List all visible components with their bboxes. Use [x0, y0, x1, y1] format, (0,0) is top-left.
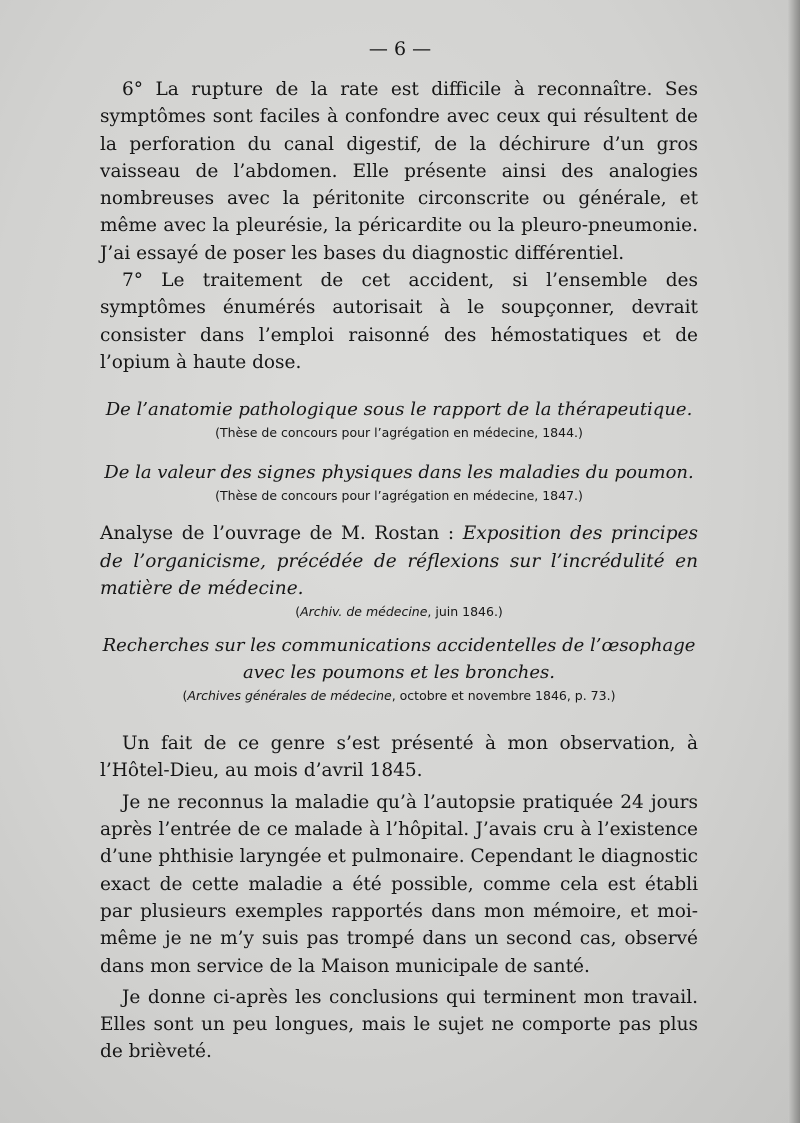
work-source-2: (Thèse de concours pour l’agrégation en médecine, 1847.) [215, 488, 583, 504]
work-title-4-line1: Recherches sur les communications accidentelles de l’œsophage [102, 635, 696, 657]
work-title-2: De la valeur des signes physiques dans les maladies du poumon. [104, 462, 694, 484]
work-source-1: (Thèse de concours pour l’agrégation en médecine, 1844.) [215, 425, 583, 441]
work-source-3: (Archiv. de médecine, juin 1846.) [295, 604, 503, 620]
paragraph-7: 7° Le traitement de cet accident, si l’ensemble des symptômes énumérés autorisait à le soupçonner, devrait consister dans l’emploi raisonné des hémostatiques et de l’opium à haute dose. [100, 270, 698, 373]
paragraph-autopsy: Je ne reconnus la maladie qu’à l’autopsie pratiquée 24 jours après l’entrée de ce malade à l’hôpital. J’avais cru à l’existence d’une phthisie laryngée et pulmonaire. Cependant le diagnostic exact de cette maladie a été possible, comme cela est établi par plusieurs exemples rapportés dans mon mémoire, et moi-même je ne m’y suis pas trompé dans un second cas, observé dans mon service de la Maison municipale de santé. [100, 791, 698, 977]
work-source-4-date: , octobre et novembre 1846, p. 73.) [391, 688, 616, 704]
work-source-4-journal: Archives générales de médecine [187, 688, 392, 704]
page-edge-shadow [788, 0, 800, 1123]
work-title-4-line2: avec les poumons et les bronches. [243, 662, 555, 684]
paragraph-conclusions: Je donne ci-après les conclusions qui terminent mon travail. Elles sont un peu longues, mais le sujet ne comporte pas plus de brièveté. [100, 986, 698, 1063]
paragraph-observation: Un fait de ce genre s’est présenté à mon observation, à l’Hôtel-Dieu, au mois d’avril 1845. [100, 733, 698, 782]
work-entry-3 [100, 520, 698, 602]
work-source-3-journal: Archiv. de médecine [300, 604, 428, 620]
page-number: — 6 — [368, 38, 432, 60]
work-title-1: De l’anatomie pathologique sous le rapport de la thérapeutique. [105, 399, 693, 421]
work-title-3: Exposition des principes de l’organicisme, précédée de réflexions sur l’incrédulité en matière de médecine. [100, 523, 698, 599]
work-source-4: (Archives générales de médecine, octobre et novembre 1846, p. 73.) [182, 688, 616, 704]
work-lead-3: Analyse de l’ouvrage de M. Rostan : [100, 523, 463, 545]
page-body [100, 76, 698, 1066]
work-source-3-date: , juin 1846.) [427, 604, 503, 620]
paragraph-6: 6° La rupture de la rate est difficile à reconnaître. Ses symptômes sont faciles à confondre avec ceux qui résultent de la perforation du canal digestif, de la déchirure d’un gros vaisseau de l’abdomen. Elle présente ainsi des analogies nombreuses avec la péritonite circonscrite ou générale, et même avec la pleurésie, la péricardite ou la pleuro-pneumonie. J’ai essayé de poser les bases du diagnostic différentiel. [100, 79, 698, 264]
